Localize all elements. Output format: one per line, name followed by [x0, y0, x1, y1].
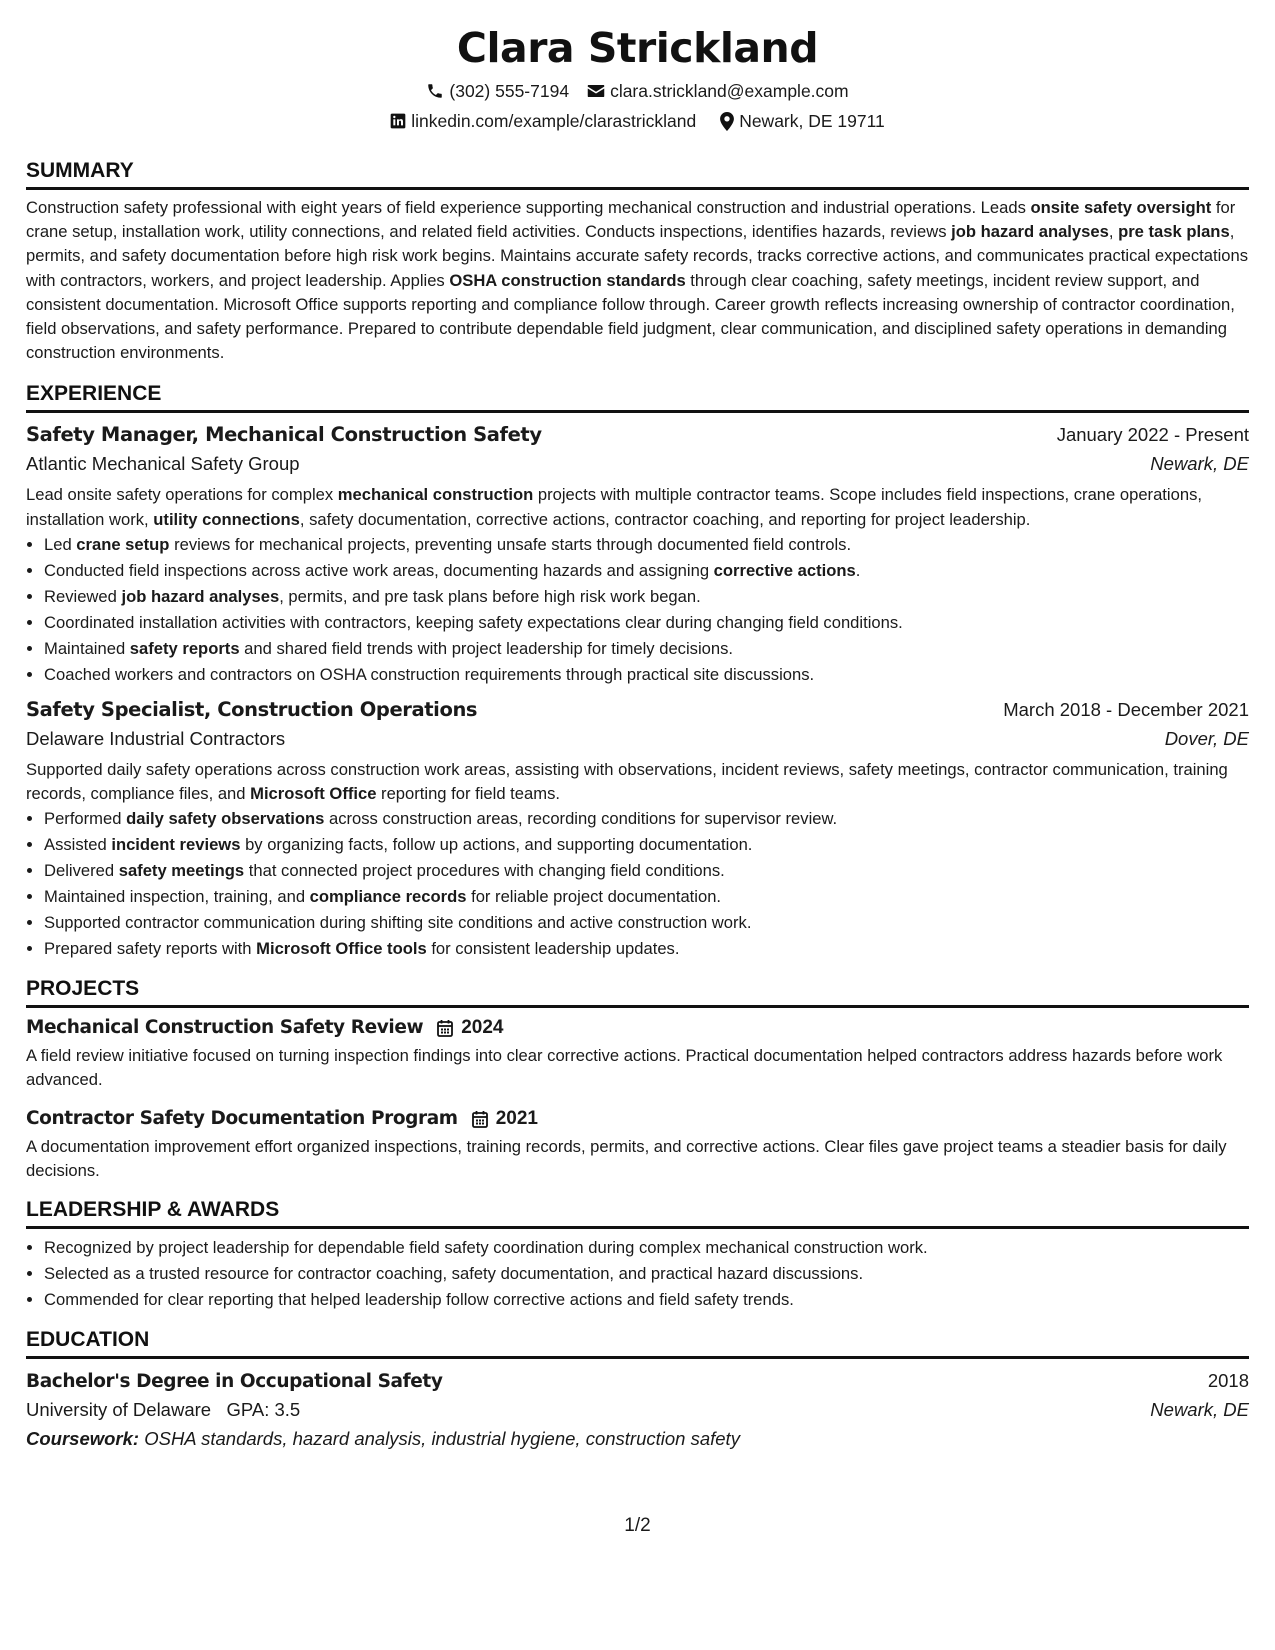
list-item — [44, 610, 1249, 636]
job-entry — [26, 421, 1249, 687]
text-run: reporting for field teams. — [376, 784, 560, 804]
bold-keyword: crane setup — [76, 534, 170, 554]
project-year: 2021 — [495, 1107, 538, 1129]
job-company: Delaware Industrial Contractors — [26, 727, 286, 749]
job-location: Dover, DE — [1164, 727, 1249, 749]
bold-keyword: safety reports — [129, 638, 240, 658]
list-item — [44, 532, 1249, 558]
linkedin-link[interactable]: linkedin.com/example/clarastrickland — [411, 111, 697, 131]
project-description: A documentation improvement effort organized inspections, training records, permits, and corrective actions. Clear files gave project teams a steadier basis for daily decisions. — [26, 1136, 1227, 1180]
bold-keyword: compliance records — [309, 887, 467, 907]
section-projects-heading: PROJECTS — [26, 976, 1249, 1008]
page-number: 1/2 — [624, 1515, 651, 1536]
text-run: , — [1108, 222, 1119, 242]
text-run: that connected project procedures with changing field conditions. — [244, 861, 725, 881]
phone-number: (302) 555-7194 — [449, 81, 570, 101]
job-dates: March 2018 - December 2021 — [1003, 698, 1249, 720]
text-run: Supported contractor communication during shifting site conditions and active construction work. — [44, 913, 752, 933]
calendar-icon — [437, 1019, 453, 1037]
list-item: • Recognized by project leadership for dependable field safety coordination during complex mechanical construction work. — [44, 1235, 1249, 1261]
list-item: • Selected as a trusted resource for contractor coaching, safety documentation, and practical hazard discussions. — [44, 1261, 1249, 1287]
text-run: , permits, and safety documentation before high risk work begins. Maintains accurate safety records, tracks corrective actions, and communicates practical expectations with contractors, workers, and project leadership. Applies — [26, 222, 1249, 290]
job-description — [26, 758, 1249, 806]
project-header — [26, 1105, 1249, 1133]
bold-keyword: daily safety observations — [126, 809, 325, 829]
project-year: 2024 — [461, 1017, 504, 1039]
resume-page — [26, 22, 1249, 1453]
leadership-list — [26, 1235, 1249, 1313]
section-education-heading: EDUCATION — [26, 1327, 1249, 1359]
bold-keyword: incident reviews — [111, 835, 241, 855]
candidate-name: Clara Strickland — [456, 24, 819, 72]
job-dates: January 2022 - Present — [1056, 424, 1249, 446]
text-run: Supported daily safety operations across construction work areas, assisting with observations, incident reviews, safety meetings, contractor communication, training records, compliance files, and — [26, 759, 1228, 804]
list-item — [44, 558, 1249, 584]
job-entry — [26, 696, 1249, 962]
text-run: Delivered — [44, 861, 119, 881]
text-run: , safety documentation, corrective actions, contractor coaching, and reporting for project leadership. — [299, 509, 1031, 529]
calendar-icon — [472, 1110, 488, 1128]
job-bullet-list — [26, 806, 1249, 962]
job-header — [26, 696, 1249, 724]
project-header — [26, 1014, 1249, 1042]
list-item — [44, 858, 1249, 884]
education-header — [26, 1367, 1249, 1396]
project-date — [437, 1017, 503, 1039]
phone-contact — [426, 80, 569, 102]
linkedin-contact[interactable] — [390, 110, 696, 132]
job-company-row — [26, 725, 1249, 753]
section-summary-heading: SUMMARY — [26, 158, 1249, 190]
project-description: A field review initiative focused on turning inspection findings into clear corrective actions. Practical documentation helped contractors address hazards before work advanced. — [26, 1046, 1223, 1090]
text-run: Led — [44, 534, 77, 554]
text-run: Maintained — [44, 638, 130, 658]
envelope-icon — [587, 83, 605, 99]
list-item: • Commended for clear reporting that helped leadership follow corrective actions and field safety trends. — [44, 1287, 1249, 1313]
text-run: for consistent leadership updates. — [426, 939, 680, 959]
bold-keyword: pre task plans — [1118, 222, 1230, 242]
job-title: Safety Specialist, Construction Operations — [26, 697, 478, 721]
location-text: Newark, DE 19711 — [739, 111, 885, 131]
text-run: for crane setup, installation work, utility connections, and related field activities. Conducts inspections, identifies hazards, reviews — [26, 198, 1236, 242]
degree-title: Bachelor's Degree in Occupational Safety — [26, 1371, 443, 1393]
section-leadership-heading: LEADERSHIP & AWARDS — [26, 1197, 1249, 1229]
bold-keyword: mechanical construction — [337, 485, 534, 505]
text-run: Performed — [44, 809, 127, 829]
project-entry — [26, 1014, 1249, 1092]
text-run: Assisted — [44, 835, 112, 855]
project-title: Mechanical Construction Safety Review — [26, 1017, 424, 1039]
text-run: through clear coaching, safety meetings, incident review support, and consistent documentation. Microsoft Office supports reporting and compliance follow through. Career growth reflects increasing ownership of contractor coordination, field observations, and safety performance. Prepared to contribute dependable field judgment, clear communication, and disciplined safety operations in demanding construction environments. — [26, 270, 1235, 363]
job-company: Atlantic Mechanical Safety Group — [26, 453, 300, 475]
text-run: for reliable project documentation. — [466, 887, 722, 907]
text-run: projects with multiple contractor teams. Scope includes field inspections, crane operations, installation work, — [26, 485, 1202, 529]
email-contact[interactable] — [587, 80, 849, 102]
list-item — [44, 884, 1249, 910]
text-run: by organizing facts, follow up actions, and supporting documentation. — [240, 835, 753, 855]
job-bullet-list — [26, 532, 1249, 688]
phone-icon — [426, 82, 444, 100]
education-school-row — [26, 1396, 1249, 1424]
school-name: University of Delaware — [26, 1399, 212, 1421]
list-item — [44, 636, 1249, 662]
bold-keyword: job hazard analyses — [121, 586, 280, 606]
text-run: Construction safety professional with eight years of field experience supporting mechanical construction and industrial operations. Leads — [26, 198, 1031, 217]
map-pin-icon — [720, 112, 734, 131]
text-run: and shared field trends with project leadership for timely decisions. — [239, 638, 734, 658]
list-item — [44, 910, 1249, 936]
contact-line-1 — [26, 80, 1249, 102]
job-header — [26, 421, 1249, 449]
text-run: Prepared safety reports with — [44, 939, 257, 959]
list-item — [44, 584, 1249, 610]
list-item — [44, 936, 1249, 962]
text-run: , permits, and pre task plans before high risk work began. — [279, 586, 701, 606]
project-date — [472, 1108, 538, 1130]
job-company-row — [26, 450, 1249, 478]
gpa: GPA: 3.5 — [226, 1399, 301, 1421]
text-run: Reviewed — [44, 586, 122, 606]
bold-keyword: Microsoft Office — [250, 784, 377, 804]
graduation-year: 2018 — [1207, 1370, 1249, 1392]
job-title: Safety Manager, Mechanical Construction Safety — [26, 423, 542, 447]
bold-keyword: utility connections — [153, 509, 300, 529]
text-run: reviews for mechanical projects, preventing unsafe starts through documented field controls. — [169, 534, 852, 554]
section-experience-heading: EXPERIENCE — [26, 381, 1249, 413]
bold-keyword: OSHA construction standards — [449, 270, 686, 290]
text-run: Lead onsite safety operations for complex — [26, 485, 338, 505]
project-title: Contractor Safety Documentation Program — [26, 1107, 458, 1129]
text-run: Coached workers and contractors on OSHA construction requirements through practical site discussions. — [44, 664, 815, 684]
linkedin-icon — [390, 113, 406, 129]
bold-keyword: Microsoft Office tools — [256, 939, 427, 959]
school-location: Newark, DE — [1150, 1399, 1249, 1421]
job-location: Newark, DE — [1150, 453, 1249, 475]
school-info — [26, 1396, 300, 1424]
coursework-line — [26, 1425, 1249, 1453]
summary-paragraph — [26, 196, 1249, 365]
text-run: Conducted field inspections across active work areas, documenting hazards and assigning — [44, 560, 714, 580]
text-run: Coordinated installation activities with contractors, keeping safety expectations clear during changing field conditions. — [44, 612, 903, 632]
job-description — [26, 483, 1249, 531]
bold-keyword: onsite safety oversight — [1030, 198, 1212, 217]
list-item — [44, 832, 1249, 858]
project-entry — [26, 1105, 1249, 1183]
coursework-label: Coursework: — [26, 1428, 140, 1450]
email-link[interactable]: clara.strickland@example.com — [610, 81, 849, 101]
text-run: Maintained inspection, training, and — [44, 887, 310, 907]
text-run: . — [855, 560, 861, 580]
location-contact — [720, 110, 885, 132]
text-run: across construction areas, recording conditions for supervisor review. — [324, 809, 838, 829]
coursework-list: OSHA standards, hazard analysis, industrial hygiene, construction safety — [139, 1428, 740, 1450]
list-item — [44, 806, 1249, 832]
bold-keyword: corrective actions — [713, 560, 856, 580]
bold-keyword: safety meetings — [118, 861, 245, 881]
contact-line-2 — [26, 110, 1249, 132]
list-item — [44, 662, 1249, 688]
bold-keyword: job hazard analyses — [951, 222, 1109, 242]
